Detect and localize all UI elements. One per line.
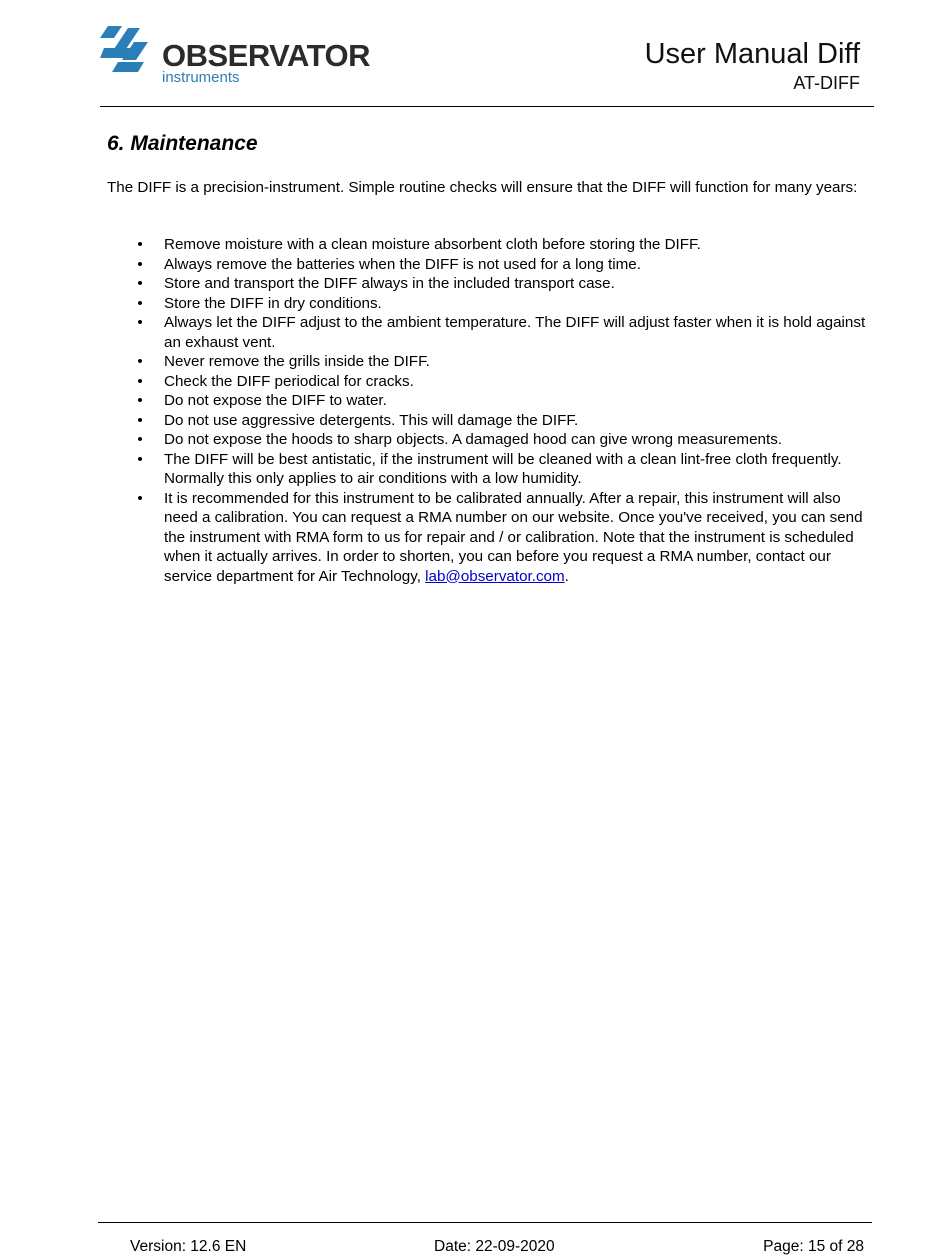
- list-item-text: Do not expose the hoods to sharp objects. A damaged hood can give wrong measurements.: [164, 431, 783, 448]
- list-item: [107, 352, 872, 372]
- list-item: [107, 411, 872, 431]
- list-item: [107, 255, 872, 275]
- bullet-glyph: •: [137, 431, 143, 448]
- service-email-link[interactable]: lab@observator.com: [425, 567, 565, 585]
- maintenance-list: [107, 235, 872, 586]
- footer-page-number: Page: 15 of 28: [763, 1238, 864, 1255]
- list-item: [107, 372, 872, 392]
- footer-version: Version: 12.6 EN: [130, 1238, 247, 1255]
- logo-wordmark: OBSERVATOR: [162, 38, 371, 73]
- list-item-text: Always remove the batteries when the DIFF is not used for a long time.: [164, 255, 641, 273]
- manual-title: User Manual Diff: [644, 38, 860, 70]
- list-item: [107, 430, 872, 450]
- bullet-glyph: •: [137, 392, 143, 409]
- footer-divider: [98, 1222, 872, 1223]
- list-item-text: Check the DIFF periodical for cracks.: [164, 372, 414, 390]
- manual-subtitle: AT-DIFF: [793, 73, 860, 93]
- list-item-end: .: [564, 567, 569, 585]
- bullet-glyph: •: [137, 314, 143, 331]
- header-divider: [100, 106, 874, 107]
- list-item: [107, 489, 872, 587]
- list-item: [107, 313, 872, 352]
- list-item: [107, 274, 872, 294]
- bullet-glyph: •: [137, 294, 143, 312]
- observator-logo: [100, 22, 371, 92]
- bullet-glyph: •: [137, 255, 143, 273]
- logo-subtitle: instruments: [162, 69, 240, 86]
- observator-logo-icon: [100, 24, 156, 74]
- bullet-glyph: •: [137, 275, 143, 292]
- bullet-glyph: •: [137, 372, 143, 390]
- bullet-glyph: •: [137, 489, 143, 507]
- list-item-text: Store the DIFF in dry conditions.: [164, 294, 382, 312]
- list-item-text: Remove moisture with a clean moisture absorbent cloth before storing the DIFF.: [164, 236, 701, 253]
- list-item-text: It is recommended for this instrument to be calibrated annually. After a repair, this instrument will also need a calibration. You can request a RMA number on our website. Once you've received, you can send the instrument with RMA form to us for repair and / or calibration. Note that the instrument is scheduled when it actually arrives. In order to shorten, you can before you request a RMA number, contact our service department for Air Technology,: [164, 489, 863, 585]
- list-item: [107, 294, 872, 314]
- bullet-glyph: •: [137, 450, 143, 468]
- bullet-glyph: •: [137, 411, 143, 429]
- list-item: [107, 450, 872, 489]
- list-item-text: Store and transport the DIFF always in the included transport case.: [164, 275, 615, 292]
- section-title: 6. Maintenance: [107, 132, 258, 155]
- list-item-text: Do not expose the DIFF to water.: [164, 392, 387, 409]
- list-item-text: Do not use aggressive detergents. This will damage the DIFF.: [164, 411, 579, 429]
- bullet-glyph: •: [137, 236, 143, 253]
- list-item-text: The DIFF will be best antistatic, if the instrument will be cleaned with a clean lint-free cloth frequently. Normally this only applies to air conditions with a low humidity.: [164, 450, 842, 487]
- intro-paragraph: The DIFF is a precision-instrument. Simple routine checks will ensure that the DIFF will function for many years:: [107, 179, 858, 196]
- bullet-glyph: •: [137, 353, 143, 370]
- list-item: [107, 391, 872, 411]
- list-item-text: Always let the DIFF adjust to the ambient temperature. The DIFF will adjust faster when it is hold against an exhaust vent.: [164, 314, 866, 351]
- footer-date: Date: 22-09-2020: [434, 1238, 555, 1255]
- list-item-text: Never remove the grills inside the DIFF.: [164, 353, 430, 370]
- list-item: [107, 235, 872, 255]
